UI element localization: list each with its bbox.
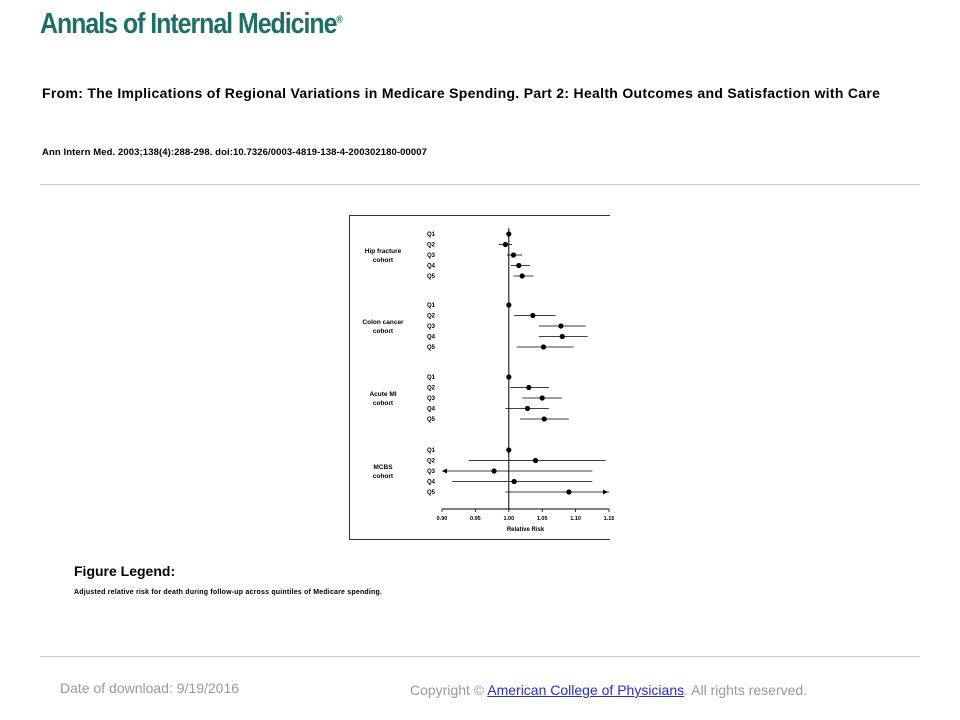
quintile-label: Q2 [427,458,436,465]
point-estimate [511,252,516,257]
quintile-label: Q1 [427,448,436,455]
group-label: cohort [372,257,394,264]
x-tick-label: 0.95 [470,516,481,522]
point-estimate [516,263,521,268]
point-estimate [506,231,511,236]
journal-logo-text: Annals of Internal Medicine [40,8,337,40]
quintile-label: Q3 [427,253,436,260]
quintile-label: Q3 [427,396,436,403]
download-date-value: 9/19/2016 [176,680,240,696]
point-estimate [530,313,535,318]
copyright-notice [410,682,807,698]
group-label: Acute MI [369,391,397,398]
quintile-label: Q4 [427,263,436,270]
quintile-label: Q5 [427,274,436,281]
point-estimate [558,323,563,328]
quintile-label: Q1 [427,375,436,382]
x-tick-label: 1.15 [603,516,615,522]
point-estimate [525,406,530,411]
group-label: cohort [372,328,394,335]
group-label: cohort [372,400,394,407]
figure-legend-text: Adjusted relative risk for death during follow-up across quintiles of Medicare spending. [74,589,383,596]
quintile-label: Q5 [427,345,436,352]
download-date [60,680,239,696]
figure-panel [349,215,615,540]
x-axis-label: Relative Risk [506,527,545,533]
ci-arrow-right [603,490,608,495]
point-estimate [540,395,545,400]
point-estimate [566,489,571,494]
point-estimate [506,447,511,452]
article-citation: Ann Intern Med. 2003;138(4):288-298. doi:10.7326/0003-4819-138-4-200302180-00007 [42,147,428,158]
figure-legend-heading: Figure Legend: [74,563,176,579]
group-label: cohort [372,473,394,480]
acp-link[interactable]: American College of Physicians [487,682,685,698]
x-tick-label: 0.90 [436,516,448,522]
point-estimate [520,273,525,278]
quintile-label: Q2 [427,242,436,249]
group-label: Hip fracture [364,248,402,255]
x-tick-label: 1.00 [503,516,515,522]
quintile-label: Q1 [427,232,436,239]
article-title: From: The Implications of Regional Variations in Medicare Spending. Part 2: Health Outcomes and Satisfaction with Care [42,85,881,101]
quintile-label: Q1 [427,303,436,310]
top-divider [40,184,920,185]
point-estimate [560,334,565,339]
quintile-label: Q4 [427,334,436,341]
bottom-divider [40,656,920,657]
point-estimate [512,479,517,484]
copyright-prefix: Copyright © [410,682,485,698]
group-label: Colon cancer [362,319,404,326]
x-tick-label: 1.10 [570,516,581,522]
forest-plot [350,216,615,539]
point-estimate [506,302,511,307]
registered-mark: ® [336,14,343,26]
quintile-label: Q4 [427,479,436,486]
quintile-label: Q5 [427,490,436,497]
point-estimate [542,416,547,421]
point-estimate [526,385,531,390]
point-estimate [503,242,508,247]
point-estimate [533,458,538,463]
quintile-label: Q2 [427,313,436,320]
copyright-suffix: . All rights reserved. [684,682,808,698]
point-estimate [506,374,511,379]
ci-arrow-left [442,469,447,474]
quintile-label: Q5 [427,417,436,424]
point-estimate [492,468,497,473]
group-label: MCBS [373,464,393,471]
quintile-label: Q3 [427,324,436,331]
x-tick-label: 1.05 [536,516,548,522]
journal-logo [40,8,343,41]
quintile-label: Q4 [427,406,436,413]
quintile-label: Q2 [427,385,436,392]
point-estimate [541,344,546,349]
download-date-label: Date of download: [60,680,173,696]
quintile-label: Q3 [427,469,436,476]
